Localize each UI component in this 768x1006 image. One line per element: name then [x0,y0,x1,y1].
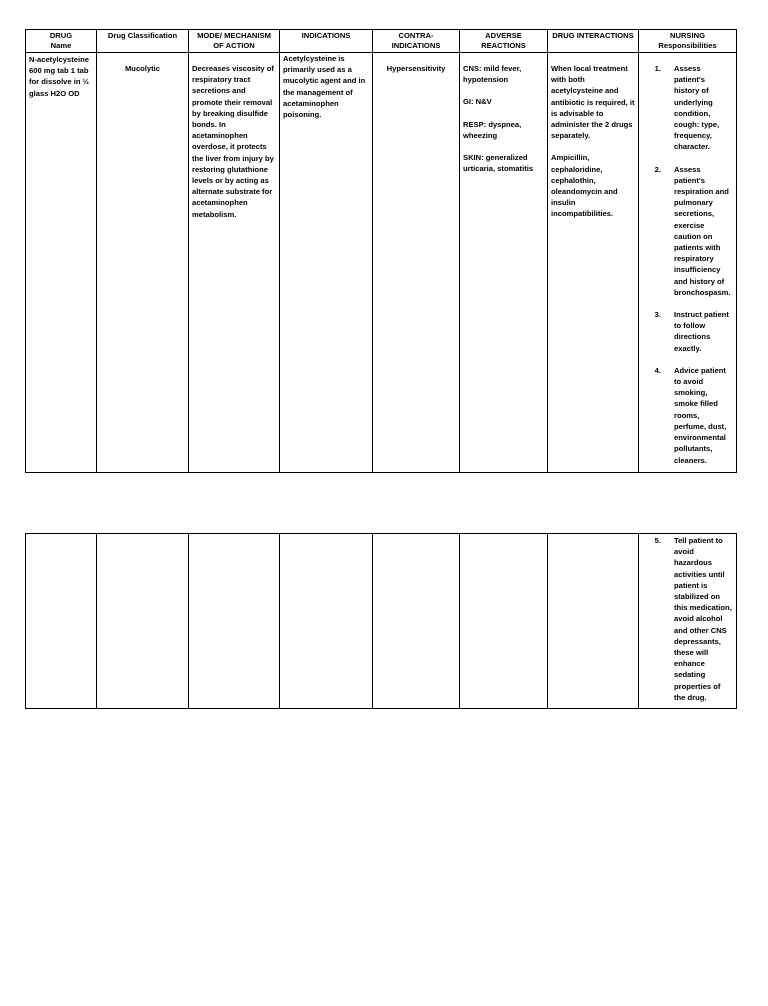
drug-name: N-acetylcysteine 600 mg tab 1 tab for dissolve in ½ glass H2O OD [29,55,89,98]
header-drug-interactions [548,30,639,53]
header-mechanism [189,30,280,53]
nursing-cell [639,53,737,473]
contraindications-text: Hypersensitivity [386,64,446,73]
contraindications-cell [373,53,460,473]
empty-cell [189,534,280,709]
interaction-antibiotic: When local treatment with both acetylcysteine and antibiotic is required, it is advisable to administer the 2 drugs separately. [551,64,635,141]
mechanism-text: Decreases viscosity of respiratory tract secretions and promote their removal by breaking disulfide bonds. In acetaminophen overdose, it protects the liver from injury by restoring glutathione levels or by acting as alternate substrate for acetaminophen metabolism. [192,64,274,219]
drug-name-cell [26,53,97,473]
drug-interactions-cell [548,53,639,473]
header-mechanism-text: MODE/ MECHANISM OF ACTION [197,31,271,50]
adverse-resp: RESP: dyspnea, wheezing [463,119,522,140]
header-drug-name [26,30,97,53]
header-indications [280,30,373,53]
list-item [642,63,733,153]
list-text: Instruct patient to follow directions exactly. [674,310,729,353]
header-drug-name-text: DRUG Name [49,31,73,50]
empty-cell [548,534,639,709]
header-adverse-reactions-text: ADVERSE REACTIONS [481,31,526,50]
table-row [26,53,737,473]
list-text: Advice patient to avoid smoking, smoke filled rooms, perfume, dust, environmental pollutants, cleaners. [674,365,727,465]
list-number: 4. [654,365,661,375]
adverse-reactions-cell [460,53,548,473]
list-text: Tell patient to avoid hazardous activities until patient is stabilized on this medication, avoid alcohol and other CNS depressants, these will enhance sedating properties of the drug. [674,536,732,702]
empty-cell [97,534,189,709]
drug-study-table-page2 [25,533,737,709]
list-text: Assess patient's respiration and pulmonary secretions, exercise caution on patients with respiratory insufficiency and history of bronchospasm. [674,164,731,297]
adverse-gi: GI: N&V [463,97,492,107]
adverse-cns: CNS: mild fever, hypotension [463,64,522,85]
header-adverse-reactions [460,30,548,53]
list-number: 2. [654,164,661,174]
header-contraindications-text: CONTRA- INDICATIONS [391,31,441,50]
indications-cell [280,53,373,473]
table-row [26,534,737,709]
drug-study-table-page1 [25,29,737,473]
list-number: 5. [654,536,661,545]
header-drug-classification-text: Drug Classification [107,31,178,40]
mechanism-cell [189,53,280,473]
list-number: 1. [654,64,661,73]
empty-cell [280,534,373,709]
list-item [642,309,733,354]
header-indications-text: INDICATIONS [301,31,351,40]
list-item [642,164,733,298]
header-drug-classification [97,30,189,53]
indications-text: Acetylcysteine is primarily used as a mucolytic agent and in the management of acetaminophen poisoning. [283,54,366,120]
list-item [642,535,733,703]
nursing-list [642,535,733,703]
header-drug-interactions-text: DRUG INTERACTIONS [552,31,634,40]
empty-cell [373,534,460,709]
list-item [642,365,733,466]
classification-cell [97,53,189,473]
header-nursing-text: NURSING Responsibilities [658,31,717,50]
empty-cell [460,534,548,709]
header-contraindications [373,30,460,53]
nursing-cell-continued [639,534,737,709]
list-number: 3. [654,310,661,320]
list-text: Assess patient's history of underlying condition, cough: type, frequency, character. [674,64,720,152]
header-nursing [639,30,737,53]
interaction-incompatibilities: Ampicillin, cephaloridine, cephalothin, oleandomycin and insulin incompatibilities. [551,153,618,219]
drug-classification: Mucolytic [124,64,161,73]
empty-cell [26,534,97,709]
adverse-skin: SKIN: generalized urticaria, stomatitis [463,153,534,174]
header-row [26,30,737,53]
nursing-list [642,63,733,466]
